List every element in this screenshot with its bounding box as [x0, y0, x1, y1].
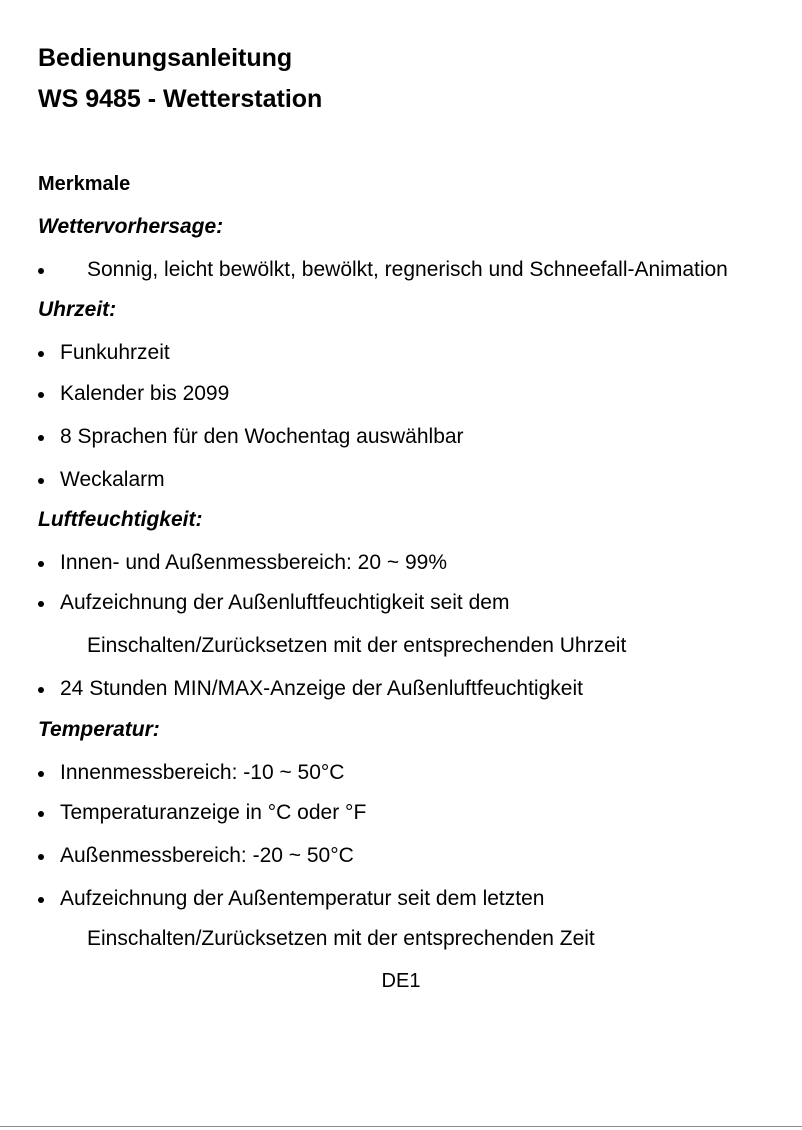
list-item-continuation: Einschalten/Zurücksetzen mit der entsprechenden Zeit: [87, 927, 595, 950]
bullet-icon: [38, 897, 44, 903]
bullet-icon: [38, 811, 44, 817]
list-item-text: Funkuhrzeit: [60, 341, 170, 364]
list-item-text: Außenmessbereich: -20 ~ 50°C: [60, 844, 354, 867]
list-item-text: Innen- und Außenmessbereich: 20 ~ 99%: [60, 551, 448, 574]
subheading-temperature: Temperatur:: [38, 718, 160, 741]
subheading-humidity: Luftfeuchtigkeit:: [38, 508, 203, 531]
section-title-merkmale: Merkmale: [38, 173, 131, 195]
bullet-icon: [38, 601, 44, 607]
list-item-text: 8 Sprachen für den Wochentag auswählbar: [60, 425, 464, 448]
subheading-time: Uhrzeit:: [38, 298, 117, 321]
bullet-icon: [38, 392, 44, 398]
list-item-text: Temperaturanzeige in °C oder °F: [60, 801, 367, 824]
list-item-text: Kalender bis 2099: [60, 382, 230, 405]
bullet-icon: [38, 561, 44, 567]
bullet-icon: [38, 351, 44, 357]
bullet-icon: [38, 435, 44, 441]
bullet-icon: [38, 854, 44, 860]
bullet-icon: [38, 771, 44, 777]
bullet-icon: [38, 478, 44, 484]
page-bottom-divider: [0, 1126, 802, 1127]
document-subtitle: WS 9485 - Wetterstation: [38, 85, 323, 113]
list-item-text: Aufzeichnung der Außenluftfeuchtigkeit seit dem: [60, 591, 510, 614]
list-item-text: Innenmessbereich: -10 ~ 50°C: [60, 761, 345, 784]
list-item-text: Weckalarm: [60, 468, 165, 491]
bullet-icon: [38, 268, 44, 274]
list-item-text: 24 Stunden MIN/MAX-Anzeige der Außenluftfeuchtigkeit: [60, 677, 583, 700]
list-item-text: Sonnig, leicht bewölkt, bewölkt, regnerisch und Schneefall-Animation: [87, 258, 728, 281]
subheading-weather-forecast: Wettervorhersage:: [38, 215, 224, 238]
list-item-continuation: Einschalten/Zurücksetzen mit der entsprechenden Uhrzeit: [87, 634, 627, 657]
document-title: Bedienungsanleitung: [38, 44, 293, 72]
page-number: DE1: [381, 970, 421, 992]
list-item-text: Aufzeichnung der Außentemperatur seit dem letzten: [60, 887, 545, 910]
bullet-icon: [38, 687, 44, 693]
